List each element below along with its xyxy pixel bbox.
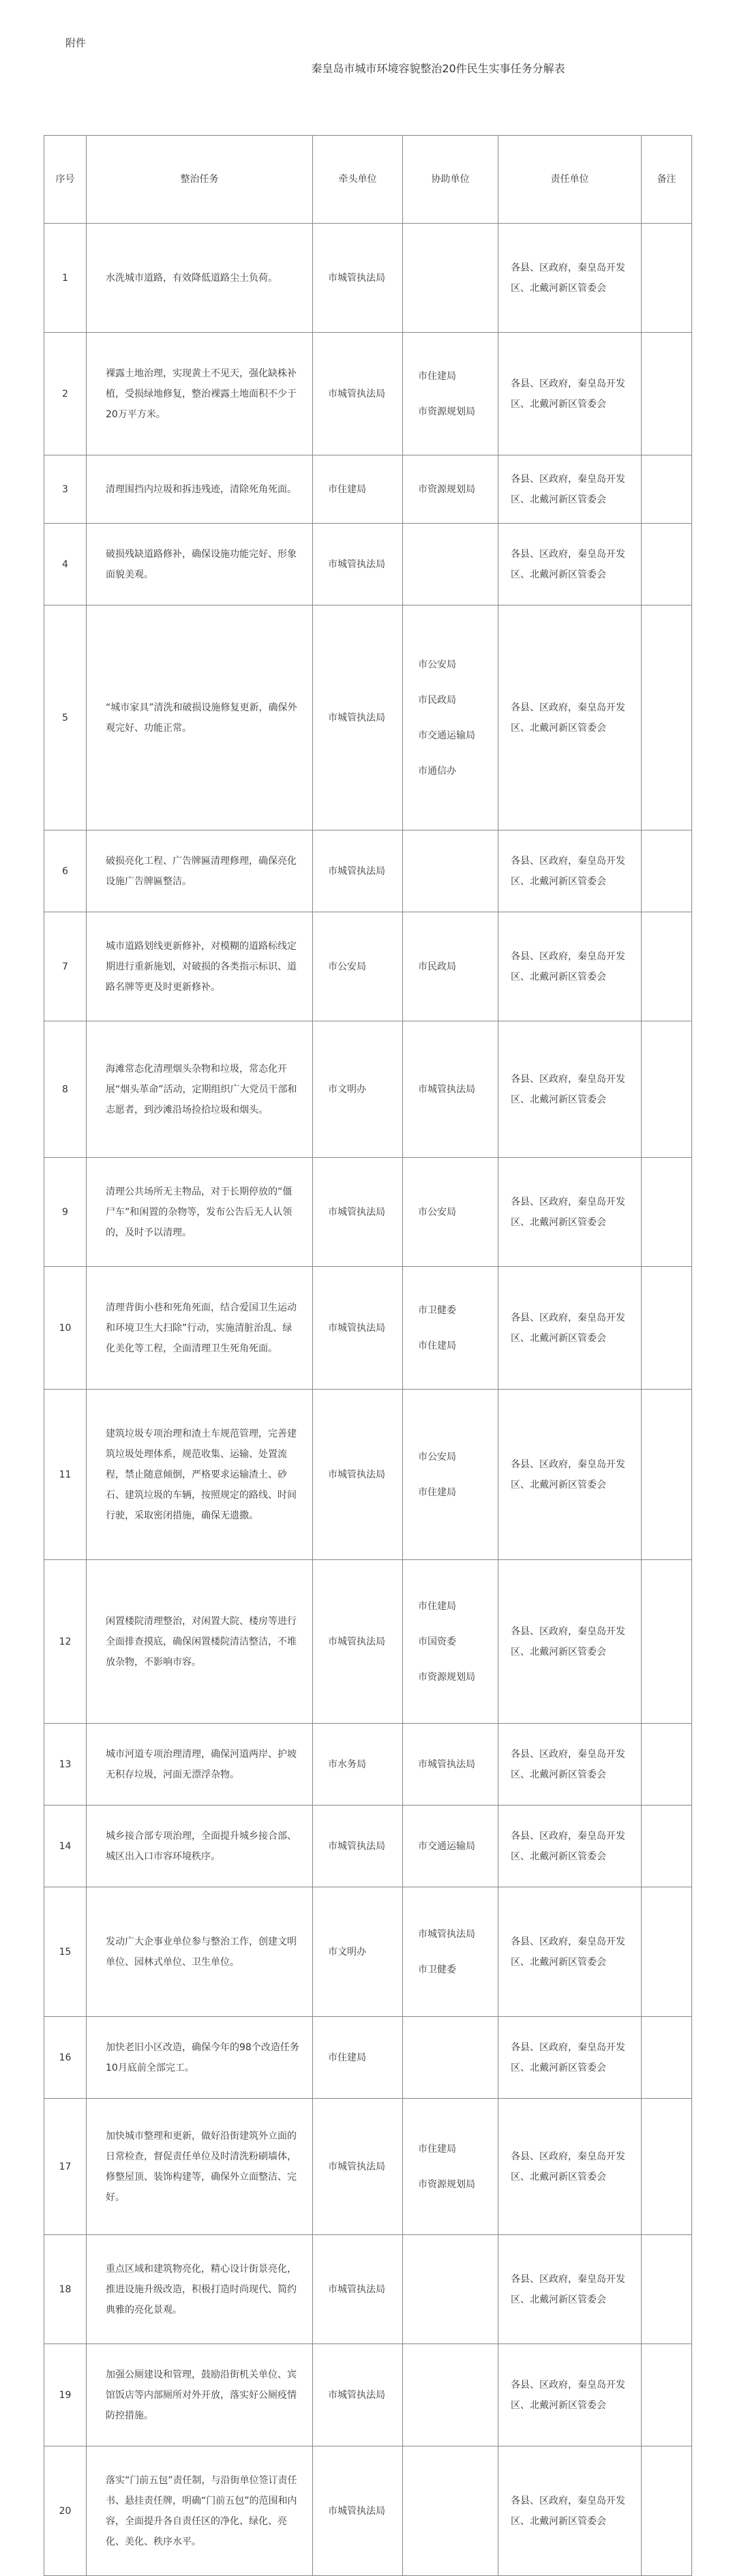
table-row: [44, 912, 692, 1021]
note-cell: [642, 605, 692, 830]
row-number: 2: [44, 333, 87, 455]
row-number: 12: [44, 1560, 87, 1724]
task-description: 海滩常态化清理烟头杂物和垃圾，常态化开展“烟头革命”活动，定期组织广大党员干部和志愿者，到沙滩沿场捡拾垃圾和烟头。: [87, 1021, 313, 1158]
row-number: 10: [44, 1267, 87, 1390]
note-cell: [642, 912, 692, 1021]
task-description: 加快老旧小区改造，确保今年的98个改造任务10月底前全部完工。: [87, 2017, 313, 2099]
responsible-units: 各县、区政府，秦皇岛开发区、北戴河新区管委会: [498, 1806, 642, 1887]
responsible-units: 各县、区政府，秦皇岛开发区、北戴河新区管委会: [498, 524, 642, 605]
note-cell: [642, 2446, 692, 2576]
header-task: 整治任务: [87, 136, 313, 224]
lead-unit: 市城管执法局: [313, 1560, 403, 1724]
assisting-unit: 市住建局: [418, 1486, 456, 1498]
responsible-units: 各县、区政府，秦皇岛开发区、北戴河新区管委会: [498, 1267, 642, 1390]
assisting-units: [403, 830, 498, 912]
responsible-units: 各县、区政府，秦皇岛开发区、北戴河新区管委会: [498, 2446, 642, 2576]
task-description: 清理公共场所无主物品，对于长期停放的“僵尸车”和闲置的杂物等，发布公告后无人认领的，及时予以清理。: [87, 1158, 313, 1267]
task-table: [44, 135, 692, 2576]
row-number: 18: [44, 2235, 87, 2344]
lead-unit: 市城管执法局: [313, 2235, 403, 2344]
assisting-unit: 市公安局: [418, 659, 456, 670]
assisting-units: [403, 1724, 498, 1806]
table-row: [44, 605, 692, 830]
note-cell: [642, 830, 692, 912]
row-number: 15: [44, 1887, 87, 2017]
assisting-unit: 市公安局: [418, 1206, 456, 1218]
table-header-row: [44, 136, 692, 224]
table-row: [44, 830, 692, 912]
row-number: 4: [44, 524, 87, 605]
assisting-units: [403, 2017, 498, 2099]
table-row: [44, 2235, 692, 2344]
assisting-unit: 市卫健委: [418, 1304, 456, 1316]
assisting-units: [403, 333, 498, 455]
responsible-units: 各县、区政府，秦皇岛开发区、北戴河新区管委会: [498, 912, 642, 1021]
table-row: [44, 1267, 692, 1390]
lead-unit: 市住建局: [313, 455, 403, 524]
row-number: 17: [44, 2099, 87, 2235]
note-cell: [642, 2235, 692, 2344]
assisting-unit: 市城管执法局: [418, 1758, 475, 1770]
assisting-unit: 市住建局: [418, 1340, 456, 1351]
assisting-unit: 市城管执法局: [418, 1928, 475, 1940]
task-description: 清理背街小巷和死角死面，结合爱国卫生运动和环境卫生大扫除”行动，实施清脏治乱、绿化美化等工程，全面清理卫生死角死面。: [87, 1267, 313, 1390]
table-row: [44, 2446, 692, 2576]
table-row: [44, 2099, 692, 2235]
row-number: 8: [44, 1021, 87, 1158]
responsible-units: 各县、区政府，秦皇岛开发区、北戴河新区管委会: [498, 1724, 642, 1806]
assisting-unit: 市卫健委: [418, 1964, 456, 1975]
note-cell: [642, 1021, 692, 1158]
lead-unit: 市城管执法局: [313, 1390, 403, 1560]
assisting-unit: 市住建局: [418, 1600, 456, 1612]
table-row: [44, 1021, 692, 1158]
note-cell: [642, 1806, 692, 1887]
header-note: 备注: [642, 136, 692, 224]
note-cell: [642, 1158, 692, 1267]
task-description: 城市河道专项治理清理，确保河道两岸、护坡无积存垃圾，河面无漂浮杂物。: [87, 1724, 313, 1806]
assisting-units: [403, 2446, 498, 2576]
table-row: [44, 1560, 692, 1724]
row-number: 7: [44, 912, 87, 1021]
table-row: [44, 2344, 692, 2446]
assisting-units: [403, 2099, 498, 2235]
lead-unit: 市文明办: [313, 1887, 403, 2017]
assisting-units: [403, 1021, 498, 1158]
task-description: 破损亮化工程、广告牌匾清理修理，确保亮化设施广告牌匾整洁。: [87, 830, 313, 912]
assisting-units: [403, 1267, 498, 1390]
assisting-unit: 市资源规划局: [418, 1671, 475, 1683]
lead-unit: 市公安局: [313, 912, 403, 1021]
task-description: 水洗城市道路，有效降低道路尘土负荷。: [87, 224, 313, 333]
responsible-units: 各县、区政府，秦皇岛开发区、北戴河新区管委会: [498, 830, 642, 912]
task-description: 清理围挡内垃圾和拆违残迹，清除死角死面。: [87, 455, 313, 524]
task-description: 建筑垃圾专项治理和渣土车规范管理，完善建筑垃圾处理体系，规范收集、运输、处置流程，禁止随意倾倒，严格要求运输渣土、砂石、建筑垃圾的车辆，按照规定的路线、时间行驶，采取密闭措施，确保无遗撒。: [87, 1390, 313, 1560]
note-cell: [642, 1560, 692, 1724]
assisting-unit: 市国资委: [418, 1636, 456, 1647]
table-row: [44, 524, 692, 605]
assisting-units: [403, 1887, 498, 2017]
row-number: 20: [44, 2446, 87, 2576]
lead-unit: 市城管执法局: [313, 1267, 403, 1390]
header-assist: 协助单位: [403, 136, 498, 224]
task-description: 破损残缺道路修补，确保设施功能完好、形象面貌美观。: [87, 524, 313, 605]
assisting-unit: 市城管执法局: [418, 1083, 475, 1095]
assisting-unit: 市公安局: [418, 1451, 456, 1463]
task-description: 加强公厕建设和管理，鼓励沿街机关单位、宾馆饭店等内部厕所对外开放，落实好公厕疫情防控措施。: [87, 2344, 313, 2446]
assisting-unit: 市住建局: [418, 370, 456, 382]
row-number: 9: [44, 1158, 87, 1267]
table-body: [44, 224, 692, 2576]
assisting-unit: 市住建局: [418, 2143, 456, 2155]
lead-unit: 市水务局: [313, 1724, 403, 1806]
note-cell: [642, 2017, 692, 2099]
lead-unit: 市住建局: [313, 2017, 403, 2099]
lead-unit: 市城管执法局: [313, 2446, 403, 2576]
assisting-units: [403, 524, 498, 605]
note-cell: [642, 2344, 692, 2446]
assisting-units: [403, 455, 498, 524]
table-row: [44, 333, 692, 455]
row-number: 5: [44, 605, 87, 830]
note-cell: [642, 455, 692, 524]
lead-unit: 市城管执法局: [313, 333, 403, 455]
page-title: 秦皇岛市城市环境容貌整治20件民生实事任务分解表: [311, 62, 565, 75]
assisting-unit: 市交通运输局: [418, 730, 475, 741]
row-number: 1: [44, 224, 87, 333]
assisting-unit: 市资源规划局: [418, 483, 475, 495]
responsible-units: 各县、区政府，秦皇岛开发区、北戴河新区管委会: [498, 2017, 642, 2099]
task-description: 闲置楼院清理整治，对闲置大院、楼房等进行全面排查摸底，确保闲置楼院清洁整洁，不堆放杂物，不影响市容。: [87, 1560, 313, 1724]
task-description: 裸露土地治理，实现黄土不见天，强化缺株补植，受损绿地修复，整治裸露土地面积不少于20万平方米。: [87, 333, 313, 455]
lead-unit: 市城管执法局: [313, 605, 403, 830]
table-row: [44, 1724, 692, 1806]
responsible-units: 各县、区政府，秦皇岛开发区、北戴河新区管委会: [498, 455, 642, 524]
responsible-units: 各县、区政府，秦皇岛开发区、北戴河新区管委会: [498, 2344, 642, 2446]
lead-unit: 市城管执法局: [313, 830, 403, 912]
task-description: 落实“门前五包”责任制，与沿街单位签订责任书、悬挂责任牌，明确“门前五包”的范围和内容，全面提升各自责任区的净化、绿化、亮化、美化、秩序水平。: [87, 2446, 313, 2576]
assisting-units: [403, 2344, 498, 2446]
note-cell: [642, 2099, 692, 2235]
assisting-unit: 市交通运输局: [418, 1840, 475, 1852]
assisting-units: [403, 1806, 498, 1887]
assisting-units: [403, 605, 498, 830]
assisting-units: [403, 1390, 498, 1560]
row-number: 11: [44, 1390, 87, 1560]
responsible-units: 各县、区政府，秦皇岛开发区、北戴河新区管委会: [498, 1887, 642, 2017]
responsible-units: 各县、区政府，秦皇岛开发区、北戴河新区管委会: [498, 605, 642, 830]
table-row: [44, 1390, 692, 1560]
note-cell: [642, 524, 692, 605]
task-description: 城乡接合部专项治理，全面提升城乡接合部、城区出入口市容环境秩序。: [87, 1806, 313, 1887]
task-description: 发动广大企事业单位参与整治工作，创建文明单位、园林式单位、卫生单位。: [87, 1887, 313, 2017]
note-cell: [642, 1390, 692, 1560]
assisting-unit: 市资源规划局: [418, 406, 475, 417]
responsible-units: 各县、区政府，秦皇岛开发区、北戴河新区管委会: [498, 224, 642, 333]
row-number: 6: [44, 830, 87, 912]
responsible-units: 各县、区政府，秦皇岛开发区、北戴河新区管委会: [498, 1021, 642, 1158]
table-row: [44, 1887, 692, 2017]
note-cell: [642, 1724, 692, 1806]
table-row: [44, 2017, 692, 2099]
header-lead: 牵头单位: [313, 136, 403, 224]
responsible-units: 各县、区政府，秦皇岛开发区、北戴河新区管委会: [498, 1390, 642, 1560]
assisting-units: [403, 1560, 498, 1724]
responsible-units: 各县、区政府，秦皇岛开发区、北戴河新区管委会: [498, 2099, 642, 2235]
lead-unit: 市城管执法局: [313, 1158, 403, 1267]
assisting-units: [403, 1158, 498, 1267]
assisting-units: [403, 912, 498, 1021]
table-row: [44, 224, 692, 333]
lead-unit: 市城管执法局: [313, 2344, 403, 2446]
header-no: 序号: [44, 136, 87, 224]
header-resp: 责任单位: [498, 136, 642, 224]
assisting-unit: 市通信办: [418, 765, 456, 777]
table-row: [44, 1806, 692, 1887]
task-description: 重点区域和建筑物亮化，精心设计街景亮化，推进设施升级改造，积极打造时尚现代、简约典雅的亮化景观。: [87, 2235, 313, 2344]
assisting-unit: 市资源规划局: [418, 2178, 475, 2190]
note-cell: [642, 1267, 692, 1390]
table-row: [44, 455, 692, 524]
row-number: 16: [44, 2017, 87, 2099]
note-cell: [642, 333, 692, 455]
responsible-units: 各县、区政府，秦皇岛开发区、北戴河新区管委会: [498, 2235, 642, 2344]
assisting-unit: 市民政局: [418, 961, 456, 972]
lead-unit: 市文明办: [313, 1021, 403, 1158]
lead-unit: 市城管执法局: [313, 2099, 403, 2235]
row-number: 13: [44, 1724, 87, 1806]
responsible-units: 各县、区政府，秦皇岛开发区、北戴河新区管委会: [498, 1560, 642, 1724]
assisting-units: [403, 224, 498, 333]
lead-unit: 市城管执法局: [313, 224, 403, 333]
assisting-units: [403, 2235, 498, 2344]
lead-unit: 市城管执法局: [313, 524, 403, 605]
responsible-units: 各县、区政府，秦皇岛开发区、北戴河新区管委会: [498, 333, 642, 455]
responsible-units: 各县、区政府，秦皇岛开发区、北戴河新区管委会: [498, 1158, 642, 1267]
assisting-unit: 市民政局: [418, 694, 456, 706]
table-row: [44, 1158, 692, 1267]
note-cell: [642, 224, 692, 333]
task-description: “城市家具”清洗和破损设施修复更新，确保外观完好、功能正常。: [87, 605, 313, 830]
task-description: 加快城市整理和更新，做好沿街建筑外立面的日常检查，督促责任单位及时清洗粉刷墙体，修整屋顶、装饰构建等，确保外立面整洁、完好。: [87, 2099, 313, 2235]
attachment-label: 附件: [65, 37, 87, 49]
row-number: 19: [44, 2344, 87, 2446]
task-description: 城市道路划线更新修补，对模糊的道路标线定期进行重新施划，对破损的各类指示标识、道路名牌等更及时更新修补。: [87, 912, 313, 1021]
note-cell: [642, 1887, 692, 2017]
row-number: 14: [44, 1806, 87, 1887]
row-number: 3: [44, 455, 87, 524]
lead-unit: 市城管执法局: [313, 1806, 403, 1887]
